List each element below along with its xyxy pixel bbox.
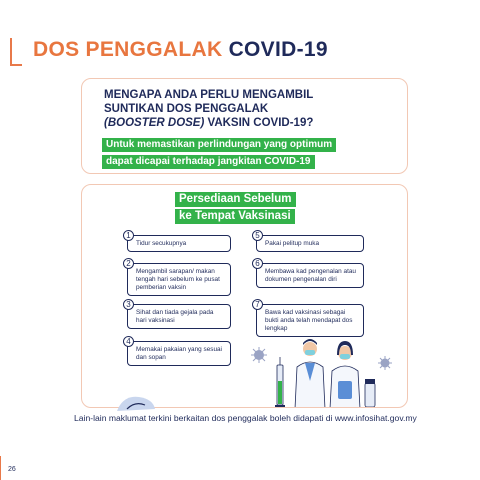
step-text: Pakai pelitup muka bbox=[256, 235, 364, 252]
step-text: Memakai pakaian yang sesuai dan sopan bbox=[127, 341, 231, 366]
step-text: Mengambil sarapan/ makan tengah hari sebelum ke pusat pemberian vaksin bbox=[127, 263, 231, 296]
virus-icon bbox=[251, 347, 267, 363]
question-text bbox=[104, 88, 313, 130]
step-text: Bawa kad vaksinasi sebagai bukti anda telah mendapat dos lengkap bbox=[256, 304, 364, 337]
booster-dose-italic: (BOOSTER DOSE) bbox=[104, 117, 205, 129]
title-part-orange: DOS PENGGALAK bbox=[33, 38, 223, 61]
prep-heading-line-1: Persediaan Sebelum bbox=[175, 192, 296, 207]
medical-staff-illustration bbox=[237, 325, 407, 408]
question-line-3 bbox=[104, 116, 313, 130]
question-line-3-rest: VAKSIN COVID-19? bbox=[204, 117, 314, 129]
step-number: 5 bbox=[252, 230, 263, 241]
title-part-navy: COVID-19 bbox=[228, 38, 328, 61]
prep-heading-line-2: ke Tempat Vaksinasi bbox=[175, 209, 295, 224]
page-number: 26 bbox=[8, 466, 16, 473]
step-text: Tidur secukupnya bbox=[127, 235, 231, 252]
step-text: Sihat dan tiada gejala pada hari vaksinasi bbox=[127, 304, 231, 329]
question-card bbox=[81, 78, 408, 174]
page-title bbox=[33, 38, 328, 62]
step-number: 2 bbox=[123, 258, 134, 269]
step-number: 4 bbox=[123, 336, 134, 347]
male-doctor-figure bbox=[295, 339, 325, 408]
question-line-2: SUNTIKAN DOS PENGGALAK bbox=[104, 103, 269, 115]
answer-line-2: dapat dicapai terhadap jangkitan COVID-19 bbox=[102, 155, 315, 169]
step-number: 3 bbox=[123, 299, 134, 310]
preparation-card bbox=[81, 184, 408, 408]
decorative-blob bbox=[113, 391, 159, 413]
vaccine-vial-icon bbox=[365, 379, 375, 407]
step-number: 6 bbox=[252, 258, 263, 269]
syringe-icon bbox=[275, 357, 285, 408]
female-doctor-figure bbox=[330, 341, 360, 408]
page-number-accent-bar bbox=[0, 456, 1, 480]
virus-icon bbox=[378, 356, 392, 370]
title-bracket-decoration bbox=[10, 38, 22, 66]
question-line-1: MENGAPA ANDA PERLU MENGAMBIL bbox=[104, 89, 314, 101]
step-number: 7 bbox=[252, 299, 263, 310]
step-number: 1 bbox=[123, 230, 134, 241]
footer-info-note: Lain-lain maklumat terkini berkaitan dos penggalak boleh didapati di www.infosihat.gov.my bbox=[74, 413, 417, 423]
step-text: Membawa kad pengenalan atau dokumen pengenalan diri bbox=[256, 263, 364, 288]
answer-line-1: Untuk memastikan perlindungan yang optimum bbox=[102, 138, 336, 152]
